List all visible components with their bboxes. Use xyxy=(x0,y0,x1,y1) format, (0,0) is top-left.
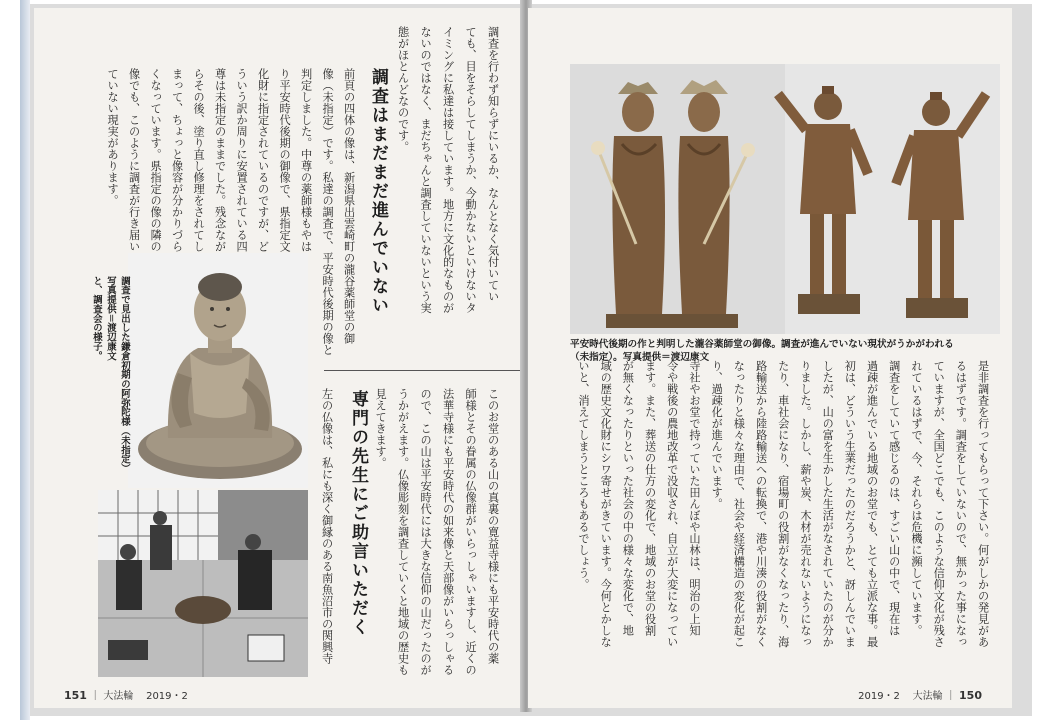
survey-meeting-photo xyxy=(98,490,308,677)
text-column: ていますが、全国どこでも、このような信仰文化が残さ xyxy=(932,360,946,648)
text-column: ても、目をそらしてしまうか、今動かないといけないタ xyxy=(464,26,478,314)
text-column: ていない現実があります。 xyxy=(106,68,120,206)
text-column: が無くなったりといった社会の中の様々な変化で、地 xyxy=(621,360,635,636)
amida-buddha-photo xyxy=(128,253,308,488)
right-footer: 2019・2 大法輪 ｜ 150 xyxy=(858,689,982,702)
left-issue: 2019・2 xyxy=(146,691,188,702)
text-column: 像（未指定）です。私達の調査で、平安時代後期の像と xyxy=(321,68,335,356)
text-column: 左の仏像は、私にも深く御縁のある南魚沼市の関興寺 xyxy=(320,388,334,664)
text-column: 令や戦後の農地改革で没収され、自立が大変になってい xyxy=(665,360,679,648)
text-column: 前頁の四体の像は、新潟県出雲崎町の瀧谷薬師堂の御 xyxy=(342,68,356,344)
heading-survey-not-progressing: 調査はまだまだ進んでいない xyxy=(368,68,388,315)
statues-caption-line-2: （未指定）。写真提供＝渡辺康文 xyxy=(570,352,710,363)
text-column: 見えてきます。 xyxy=(374,388,388,469)
left-footer: 151 ｜ 大法輪 2019・2 xyxy=(64,689,188,702)
left-page xyxy=(34,8,544,708)
text-column: 態がほとんどなのです。 xyxy=(396,26,410,153)
statues-caption-line-1: 平安時代後期の作と判明した瀧谷薬師堂の御像。調査が進んでいない現状がうかがわれる xyxy=(570,339,954,350)
text-column: ので、この山は平安時代には大きな信仰の山だったのが xyxy=(419,388,433,676)
text-column: らその後、塗り直し修理をされてし xyxy=(192,68,206,252)
text-column: このお堂のある山の真裏の寛益寺様にも平安時代の薬 xyxy=(486,388,500,664)
statues-photo xyxy=(570,64,1000,334)
section-divider xyxy=(324,370,524,371)
left-magazine-name: 大法輪 xyxy=(103,691,134,702)
text-column: 域の歴史文化財にシワ寄せがきています。今何とかしな xyxy=(599,360,613,648)
text-column: り、過疎化が進んでいます。 xyxy=(710,360,724,510)
text-column: りました。しかし、薪や炭、木材が売れないようになっ xyxy=(798,360,812,648)
right-page xyxy=(528,8,1012,708)
text-column: したが、山の富を生かした生活がなされていたのが分か xyxy=(821,360,835,648)
text-column: 調査で見出した鎌倉初期の阿弥陀様（未指定） xyxy=(119,276,130,474)
text-column: 調査を行わず知らずにいるか、なんとなく気付いてい xyxy=(486,26,500,302)
text-column: 尊は未指定のままでした。残念なが xyxy=(213,68,227,252)
text-column: 調査をしていて感じるのは、すごい山の中で、現在は xyxy=(887,360,901,636)
text-column: なったりと様々な理由で、社会や経済構造の変化が起こ xyxy=(732,360,746,648)
heading-expert-advice: 専門の先生にご助言いただく xyxy=(348,390,368,637)
text-column: 師様とその眷属の仏像群がいらっしゃいますし、近くの xyxy=(464,388,478,676)
text-column: イミングに私達は接しています。地方に文化的なものが xyxy=(441,26,455,314)
text-column: ます。また、葬送の仕方の変化で、地域のお堂の役割 xyxy=(643,360,657,636)
text-column: り平安時代後期の御像で、県指定文 xyxy=(278,68,292,252)
text-column: 過疎が進んでいる地域のお堂でも、とても立派な事。最 xyxy=(865,360,879,648)
text-column: 是非調査を行ってもらって下さい。何がしかの発見があ xyxy=(976,360,990,648)
right-issue: 2019・2 xyxy=(858,691,900,702)
left-binding-edge xyxy=(20,0,30,720)
text-column: いと、消えてしまうところもあるでしょう。 xyxy=(576,360,590,590)
text-column: 写真提供＝渡辺康文 xyxy=(105,276,116,361)
text-column: 路輸送から陸路輸送への転換で、港や川湊の役割がなく xyxy=(754,360,768,648)
right-magazine-name: 大法輪 xyxy=(912,691,943,702)
text-column: と、調査会の様子。 xyxy=(91,276,102,361)
text-column: るはずです。調査をしていないので、無かった事になっ xyxy=(954,360,968,648)
text-column: 法華寺様にも平安時代の如来像と天部像がいらっしゃる xyxy=(441,388,455,676)
text-column: くなっています。県指定の像の隣の xyxy=(149,68,163,252)
survey-meeting-illustration xyxy=(98,490,308,677)
text-column: まって、ちょっと像容が分かりづら xyxy=(170,68,184,252)
text-column: 寺社やお堂で持っていた田んぼや山林は、明治の上知 xyxy=(687,360,701,636)
text-column: れているはずで、今、それらは危機に瀕しています。 xyxy=(909,360,923,636)
text-column: ないのではなく、まだちゃんと調査していないという実 xyxy=(419,26,433,314)
text-column: うかがえます。仏像彫刻を調査していくと地域の歴史も xyxy=(396,388,410,676)
right-page-number: 150 xyxy=(959,689,982,702)
amida-buddha-illustration xyxy=(128,253,308,488)
text-column: ういう訳か周りに安置されている四 xyxy=(235,68,249,252)
left-page-number: 151 xyxy=(64,689,87,702)
text-column: 化財に指定されているのですが、ど xyxy=(256,68,270,252)
text-column: 判定しました。中尊の薬師様もやは xyxy=(299,68,313,252)
text-column: 像でも、このように調査が行き届い xyxy=(127,68,141,252)
text-column: たり、車社会になり、宿場町の役割がなくなったり、海 xyxy=(776,360,790,648)
text-column: 初は、どういう生業だったのだろうかと、訝しんでいま xyxy=(843,360,857,648)
four-statues-illustration xyxy=(570,64,1000,334)
